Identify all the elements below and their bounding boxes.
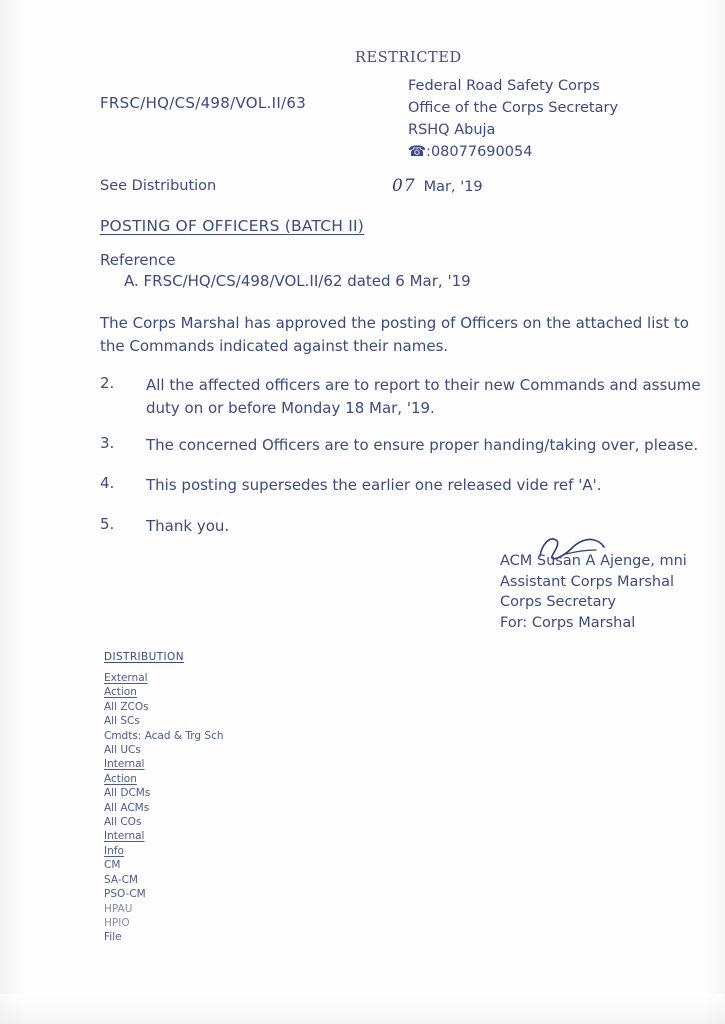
distribution-entry: All COs bbox=[104, 816, 142, 829]
scan-edge-left bbox=[0, 0, 26, 1024]
sender-address-block bbox=[408, 75, 618, 163]
signatory-name: ACM Susan A Ajenge, mni bbox=[500, 553, 687, 569]
paragraph-3: The concerned Officers are to ensure proper handing/taking over, please. bbox=[146, 436, 699, 454]
distribution-entry: All SCs bbox=[104, 715, 140, 728]
reference-number: FRSC/HQ/CS/498/VOL.II/63 bbox=[100, 94, 307, 112]
distribution-entry: All ACMs bbox=[104, 801, 150, 814]
signatory-rank: Assistant Corps Marshal bbox=[500, 573, 675, 590]
distribution-entry: Internal bbox=[104, 758, 145, 771]
sender-office: Office of the Corps Secretary bbox=[408, 100, 619, 116]
distribution-entry: SA-CM bbox=[104, 873, 138, 886]
distribution-list bbox=[104, 671, 224, 945]
paragraph-3-number: 3. bbox=[100, 434, 115, 452]
signatory-for: For: Corps Marshal bbox=[500, 614, 636, 631]
sender-organization: Federal Road Safety Corps bbox=[408, 78, 600, 94]
distribution-entry: Info bbox=[104, 844, 124, 857]
paragraph-4: This posting supersedes the earlier one released vide ref 'A'. bbox=[146, 476, 602, 494]
scan-edge-right bbox=[703, 0, 725, 1024]
classification-label: RESTRICTED bbox=[355, 50, 462, 66]
date-day-handwritten: 07 bbox=[392, 176, 416, 196]
scan-edge-bottom bbox=[0, 994, 725, 1024]
date-line bbox=[392, 176, 483, 196]
distribution-entry: PSO-CM bbox=[104, 888, 146, 901]
distribution-entry: Action bbox=[104, 686, 137, 699]
paragraph-2-number: 2. bbox=[100, 374, 115, 392]
distribution-entry: Cmdts: Acad & Trg Sch bbox=[104, 729, 224, 742]
distribution-entry: HPIO bbox=[104, 916, 130, 929]
distribution-entry: File bbox=[104, 931, 122, 944]
distribution-entry: External bbox=[104, 672, 148, 684]
paragraph-4-number: 4. bbox=[100, 474, 115, 492]
distribution-entry: Action bbox=[104, 772, 137, 785]
sender-location: RSHQ Abuja bbox=[408, 122, 496, 138]
signature-block bbox=[500, 551, 687, 633]
paragraph-5: Thank you. bbox=[146, 517, 230, 535]
distribution-entry: All DCMs bbox=[104, 787, 151, 800]
distribution-title: DISTRIBUTION bbox=[104, 651, 184, 663]
addressee-line: See Distribution bbox=[100, 178, 217, 194]
paragraph-1: The Corps Marshal has approved the posting of Officers on the attached list to the Commands indicated against their names. bbox=[100, 314, 689, 355]
document-subject: POSTING OF OFFICERS (BATCH II) bbox=[100, 217, 364, 235]
distribution-entry: HPAU bbox=[104, 902, 133, 915]
date-rest: Mar, '19 bbox=[423, 179, 483, 195]
distribution-entry: All UCs bbox=[104, 744, 141, 757]
signatory-title: Corps Secretary bbox=[500, 594, 617, 610]
distribution-entry: All ZCOs bbox=[104, 700, 149, 713]
reference-item: A. FRSC/HQ/CS/498/VOL.II/62 dated 6 Mar, '19 bbox=[124, 272, 471, 290]
distribution-entry: Internal bbox=[104, 830, 145, 843]
reference-heading: Reference bbox=[100, 251, 176, 269]
sender-phone: ☎:08077690054 bbox=[408, 144, 533, 160]
distribution-entry: CM bbox=[104, 859, 121, 872]
paragraph-2: All the affected officers are to report to their new Commands and assume duty on or before Monday 18 Mar, '19. bbox=[146, 376, 701, 417]
paragraph-5-number: 5. bbox=[100, 515, 115, 533]
